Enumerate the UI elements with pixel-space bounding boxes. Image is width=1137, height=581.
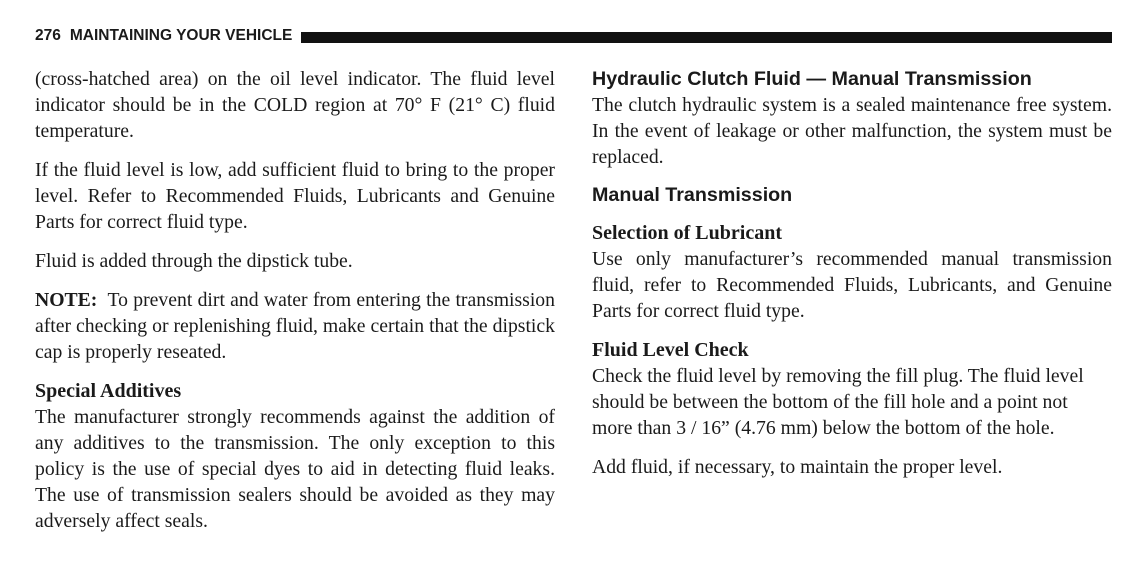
fluid-level-check-text: Check the fluid level by removing the fill plug. The fluid level should be between the bottom of the fill hole and a point not more than 3 / 16” (4.76 mm) below the bottom of the hole.: [592, 365, 1084, 439]
add-fluid-text: Add fluid, if necessary, to maintain the proper level.: [592, 456, 1003, 478]
note-label: NOTE:: [35, 289, 98, 311]
special-additives-text: The manufacturer strongly recommends against the addition of any additives to the transmission. The only exception to this policy is the use of special dyes to aid in detecting fluid leaks. The use of transmission sealers should be avoided as they may adversely affect seals.: [35, 406, 555, 532]
low-fluid-paragraph: If the fluid level is low, add sufficient fluid to bring to the proper level. Refer to Recommended Fluids, Lubricants and Genuine Parts for correct fluid type.: [35, 159, 555, 233]
page-number: 276: [35, 27, 61, 44]
left-column: [35, 66, 555, 547]
special-additives-heading: Special Additives: [35, 380, 182, 402]
right-column: [592, 66, 1112, 493]
selection-of-lubricant-text: Use only manufacturer’s recommended manual transmission fluid, refer to Recommended Fluids, Lubricants, and Genuine Parts for correct fluid type.: [592, 248, 1112, 322]
clutch-fluid-text: The clutch hydraulic system is a sealed maintenance free system. In the event of leakage or other malfunction, the system must be replaced.: [592, 94, 1112, 168]
dipstick-paragraph: Fluid is added through the dipstick tube.: [35, 250, 353, 272]
page-header: [35, 27, 1112, 45]
clutch-fluid-heading: Hydraulic Clutch Fluid — Manual Transmission: [592, 68, 1032, 90]
fluid-level-check-heading: Fluid Level Check: [592, 339, 749, 361]
header-rule: [301, 32, 1112, 43]
selection-of-lubricant-heading: Selection of Lubricant: [592, 222, 782, 244]
note-text: To prevent dirt and water from entering the transmission after checking or replenishing fluid, make certain that the dipstick cap is properly reseated.: [35, 289, 555, 363]
oil-level-paragraph: (cross-hatched area) on the oil level indicator. The fluid level indicator should be in the COLD region at 70° F (21° C) fluid temperature.: [35, 68, 555, 142]
note-paragraph: [35, 287, 555, 365]
manual-transmission-heading: Manual Transmission: [592, 184, 793, 206]
section-title: MAINTAINING YOUR VEHICLE: [69, 27, 293, 44]
